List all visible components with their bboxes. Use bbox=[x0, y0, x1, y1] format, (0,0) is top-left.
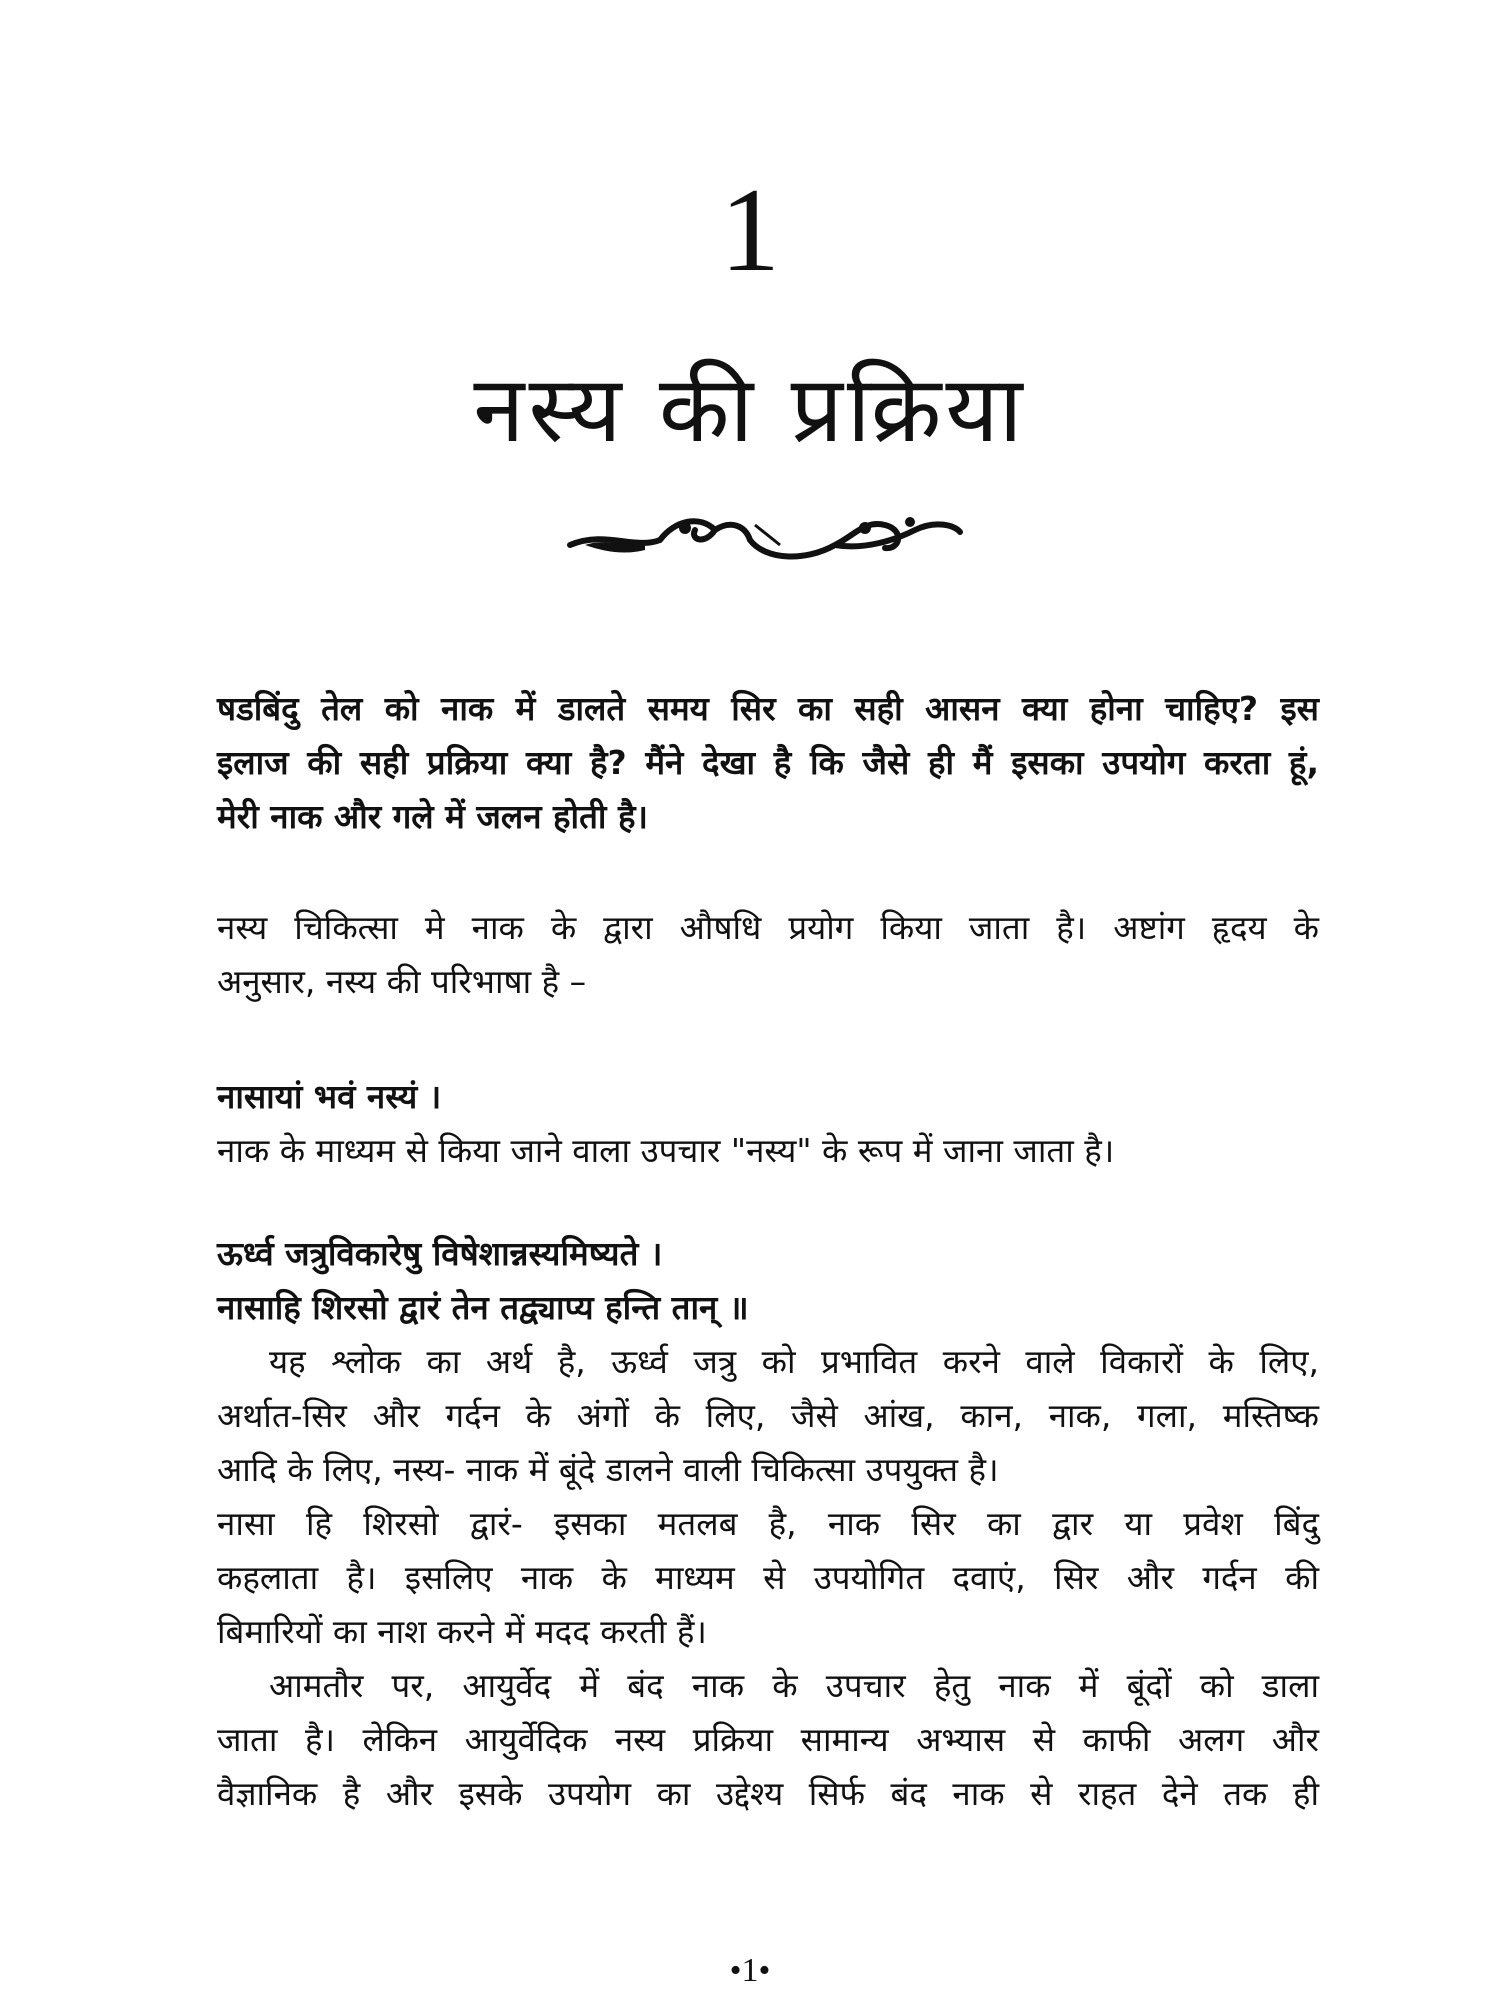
chapter-title: नस्य की प्रक्रिया bbox=[473, 356, 1027, 463]
shloka-line: ऊर्ध्व जत्रुविकारेषु विषेशान्नस्यमिष्यते । bbox=[217, 1234, 663, 1273]
question-line: इलाज की सही प्रक्रिया क्या है? मैंने देखा है कि जैसे ही मैं इसका उपयोग करता हूं, bbox=[217, 743, 1319, 782]
paragraph-line: अनुसार, नस्य की परिभाषा है – bbox=[217, 962, 587, 1001]
question-line: षडबिंदु तेल को नाक में डालते समय सिर का सही आसन क्या होना चाहिए? इस bbox=[217, 689, 1319, 728]
body-line: वैज्ञानिक है और इसके उपयोग का उद्देश्य सिर्फ बंद नाक से राहत देने तक ही bbox=[217, 1774, 1319, 1813]
body-line: जाता है। लेकिन आयुर्वेदिक नस्य प्रक्रिया सामान्य अभ्यास से काफी अलग और bbox=[217, 1720, 1319, 1759]
shloka-meaning: नाक के माध्यम से किया जाने वाला उपचार "नस्य" के रूप में जाना जाता है। bbox=[217, 1131, 1115, 1170]
chapter-number: 1 bbox=[720, 163, 780, 296]
body-line: बिमारियों का नाश करने में मदद करती हैं। bbox=[217, 1612, 707, 1651]
question-line: मेरी नाक और गले में जलन होती है। bbox=[217, 797, 648, 836]
shloka-line: नासाहि शिरसो द्वारं तेन तद्व्याप्य हन्ति तान् ॥ bbox=[217, 1288, 749, 1327]
paragraph-line: नस्य चिकित्सा मे नाक के द्वारा औषधि प्रयोग किया जाता है। अष्टांग हृदय के bbox=[217, 908, 1319, 947]
body-line: नासा हि शिरसो द्वारं- इसका मतलब है, नाक सिर का द्वार या प्रवेश बिंदु bbox=[217, 1504, 1319, 1543]
body-line: यह श्लोक का अर्थ है, ऊर्ध्व जत्रु को प्रभावित करने वाले विकारों के लिए, bbox=[269, 1342, 1319, 1381]
ornament-flourish-icon bbox=[565, 500, 965, 570]
shloka-line: नासायां भवं नस्यं । bbox=[217, 1077, 442, 1116]
body-line: आदि के लिए, नस्य- नाक में बूंदे डालने वाली चिकित्सा उपयुक्त है। bbox=[217, 1450, 999, 1489]
page-number: •1• bbox=[729, 1952, 771, 1989]
body-line: कहलाता है। इसलिए नाक के माध्यम से उपयोगित दवाएं, सिर और गर्दन की bbox=[217, 1558, 1319, 1597]
body-line: आमतौर पर, आयुर्वेद में बंद नाक के उपचार हेतु नाक में बूंदों को डाला bbox=[269, 1666, 1319, 1705]
body-line: अर्थात-सिर और गर्दन के अंगों के लिए, जैसे आंख, कान, नाक, गला, मस्तिष्क bbox=[217, 1396, 1319, 1435]
